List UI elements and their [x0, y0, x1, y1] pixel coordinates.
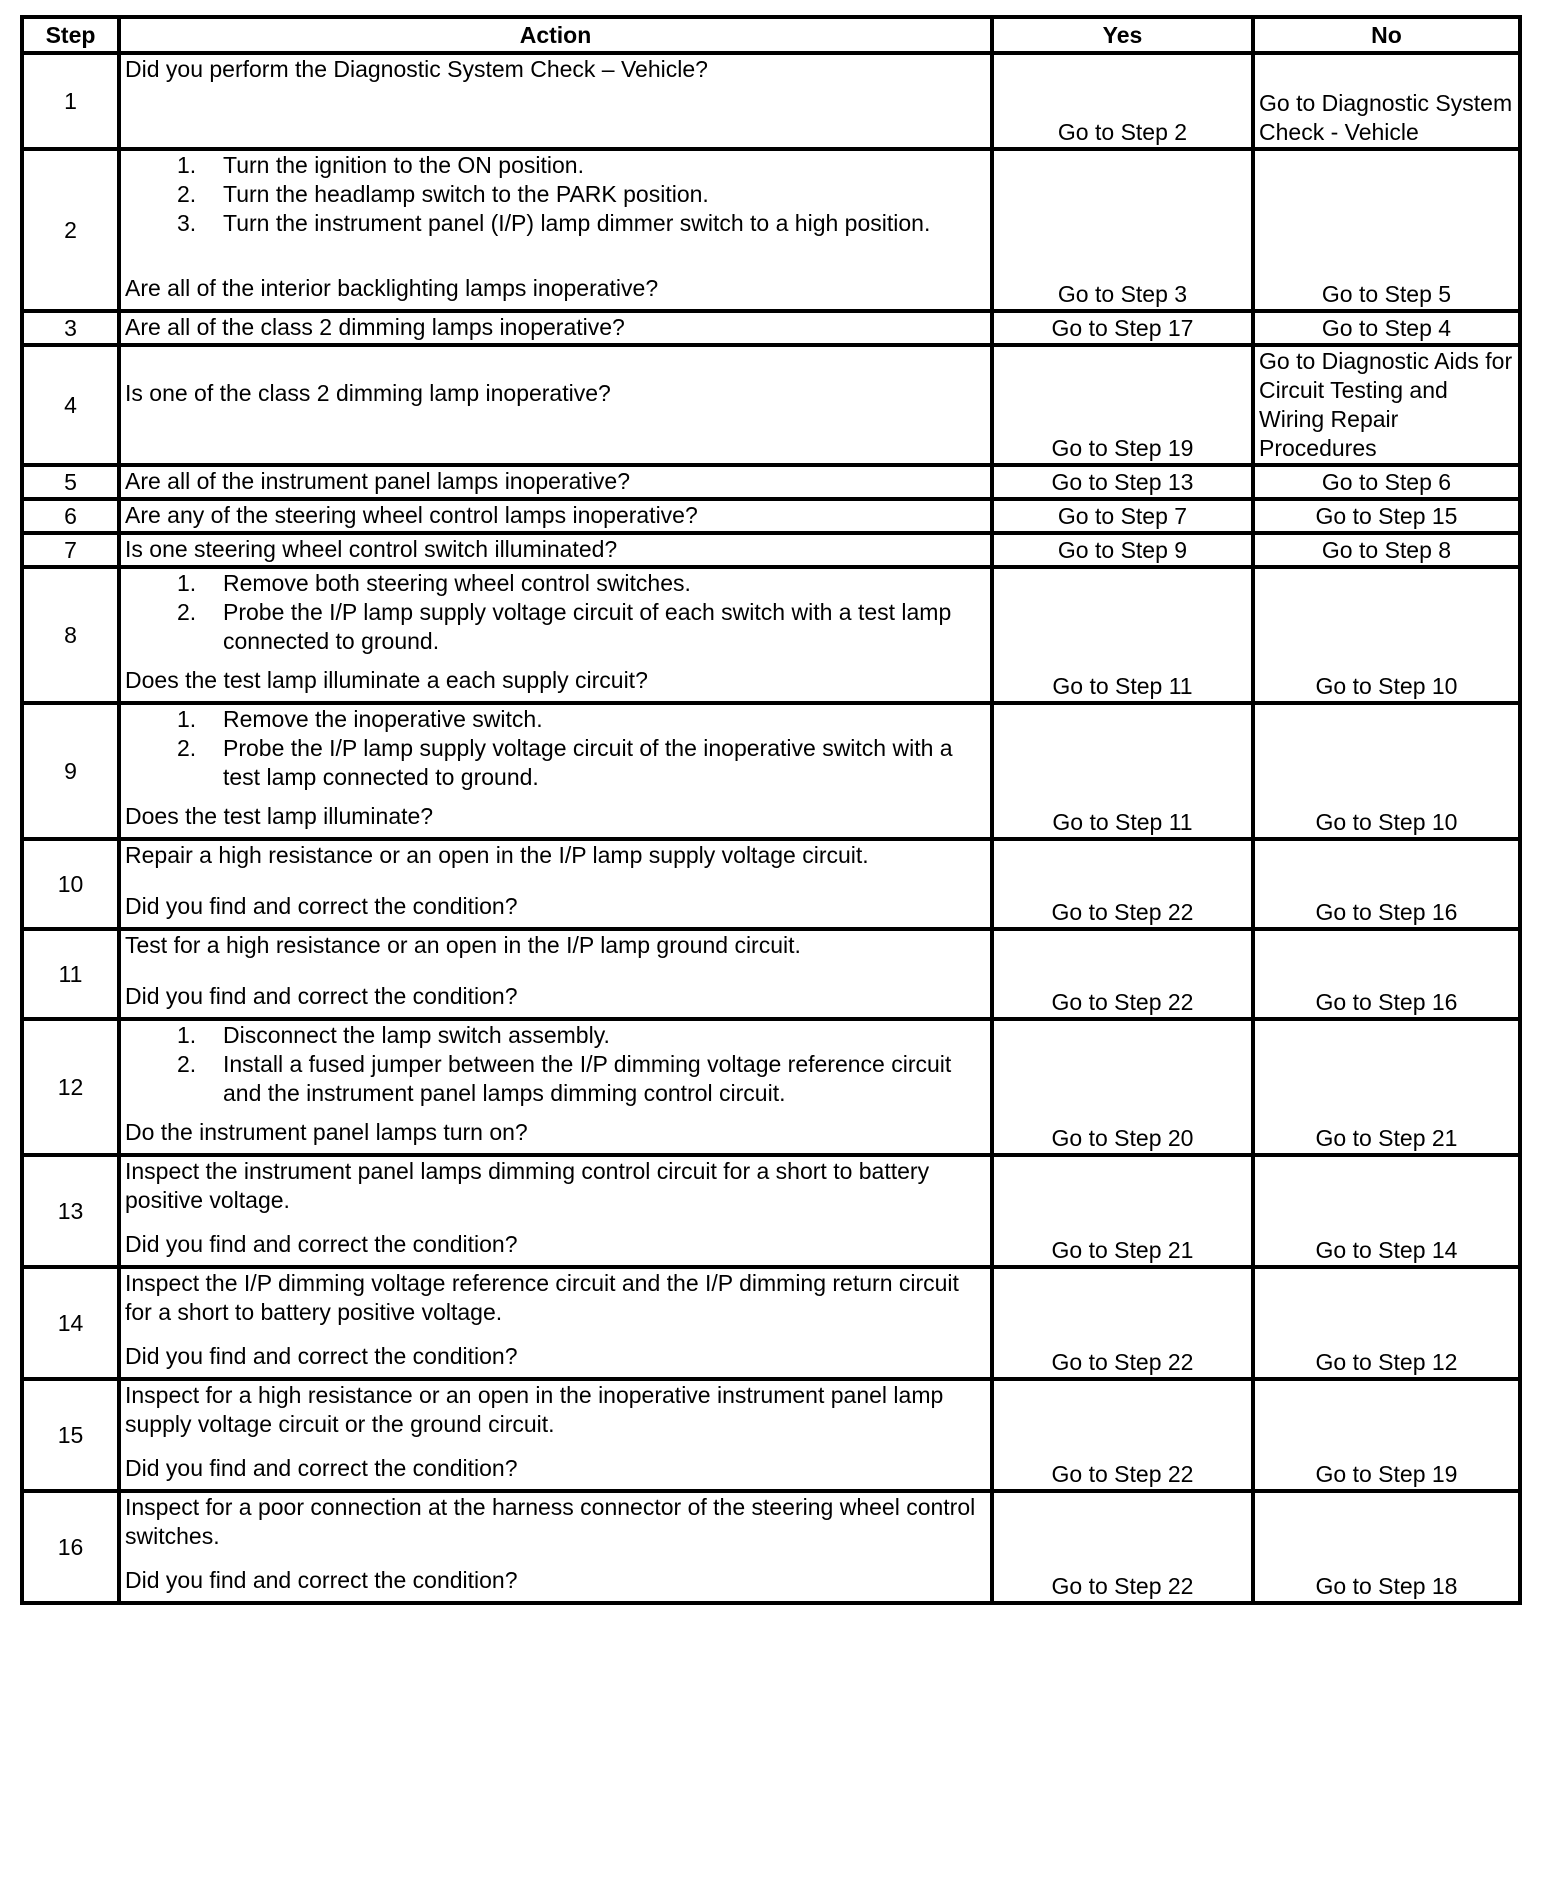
list-item-text: Remove the inoperative switch. — [223, 706, 543, 732]
no-text: Go to Step 10 — [1315, 809, 1458, 835]
no-cell — [1253, 703, 1520, 839]
no-text: Go to Diagnostic System Check - Vehicle — [1259, 90, 1513, 145]
action-question: Do the instrument panel lamps turn on? — [125, 1119, 528, 1145]
list-item-text: Remove both steering wheel control switches. — [223, 570, 691, 596]
action-question: Did you find and correct the condition? — [125, 1455, 518, 1481]
no-text: Go to Step 16 — [1315, 989, 1458, 1015]
header-yes: Yes — [992, 17, 1253, 53]
no-cell — [1253, 533, 1520, 567]
no-cell — [1253, 149, 1520, 311]
action-question: Did you find and correct the condition? — [125, 893, 518, 919]
no-text: Go to Step 5 — [1321, 281, 1452, 307]
no-cell — [1253, 499, 1520, 533]
table-row — [22, 149, 1520, 311]
step-number: 16 — [22, 1491, 119, 1603]
list-item: 1. Remove both steering wheel control switches. — [125, 569, 986, 598]
action-steps-list — [125, 1021, 986, 1108]
step-number: 10 — [22, 839, 119, 929]
no-cell — [1253, 311, 1520, 345]
action-cell — [119, 465, 992, 499]
no-text: Go to Step 18 — [1315, 1573, 1458, 1599]
yes-cell: Go to Step 22 — [992, 1379, 1253, 1491]
yes-cell: Go to Step 13 — [992, 465, 1253, 499]
step-number: 13 — [22, 1155, 119, 1267]
action-cell — [119, 533, 992, 567]
table-row — [22, 1155, 1520, 1267]
no-text: Go to Step 15 — [1315, 503, 1458, 529]
no-text: Go to Diagnostic Aids for Circuit Testing and Wiring Repair Procedures — [1259, 348, 1513, 461]
header-row — [22, 17, 1520, 53]
yes-cell: Go to Step 21 — [992, 1155, 1253, 1267]
list-item: 1. Turn the ignition to the ON position. — [125, 151, 986, 180]
table-row — [22, 567, 1520, 703]
step-number: 3 — [22, 311, 119, 345]
no-text: Go to Step 14 — [1315, 1237, 1458, 1263]
action-cell — [119, 703, 992, 839]
list-item: 3. Turn the instrument panel (I/P) lamp dimmer switch to a high position. — [125, 209, 986, 238]
list-item-text: Probe the I/P lamp supply voltage circuit of each switch with a test lamp connected to ground. — [223, 599, 952, 654]
yes-cell: Go to Step 9 — [992, 533, 1253, 567]
no-cell — [1253, 1019, 1520, 1155]
no-cell — [1253, 839, 1520, 929]
action-question: Did you find and correct the condition? — [125, 1231, 518, 1257]
table-row — [22, 345, 1520, 465]
action-question: Did you find and correct the condition? — [125, 1567, 518, 1593]
yes-cell: Go to Step 3 — [992, 149, 1253, 311]
no-cell — [1253, 53, 1520, 149]
step-number: 4 — [22, 345, 119, 465]
no-text: Go to Step 12 — [1315, 1349, 1458, 1375]
header-action: Action — [119, 17, 992, 53]
yes-cell: Go to Step 22 — [992, 1267, 1253, 1379]
diagnostic-table — [20, 15, 1522, 1605]
header-step: Step — [22, 17, 119, 53]
step-number: 7 — [22, 533, 119, 567]
table-row — [22, 1019, 1520, 1155]
no-text: Go to Step 19 — [1315, 1461, 1458, 1487]
action-cell — [119, 839, 992, 929]
action-steps-list — [125, 151, 986, 238]
table-body — [22, 53, 1520, 1603]
yes-cell: Go to Step 22 — [992, 839, 1253, 929]
table-row — [22, 1491, 1520, 1603]
no-cell — [1253, 1155, 1520, 1267]
action-text: Is one of the class 2 dimming lamp inoperative? — [125, 379, 611, 406]
list-item: 2. Install a fused jumper between the I/P dimming voltage reference circuit and the instrument panel lamps dimming control circuit. — [125, 1050, 986, 1108]
list-item-text: Turn the headlamp switch to the PARK position. — [223, 181, 709, 207]
table-row — [22, 499, 1520, 533]
action-steps-list — [125, 705, 986, 792]
no-cell — [1253, 567, 1520, 703]
yes-cell: Go to Step 11 — [992, 567, 1253, 703]
list-item-text: Install a fused jumper between the I/P dimming voltage reference circuit and the instrument panel lamps dimming control circuit. — [223, 1051, 952, 1106]
action-cell — [119, 1379, 992, 1491]
no-text: Go to Step 10 — [1315, 673, 1458, 699]
action-question: Does the test lamp illuminate? — [125, 803, 434, 829]
step-number: 1 — [22, 53, 119, 149]
action-text: Are any of the steering wheel control lamps inoperative? — [125, 502, 698, 528]
table-row — [22, 53, 1520, 149]
list-item-text: Turn the instrument panel (I/P) lamp dimmer switch to a high position. — [223, 210, 931, 236]
action-cell — [119, 149, 992, 311]
header-no: No — [1253, 17, 1520, 53]
action-text: Repair a high resistance or an open in the I/P lamp supply voltage circuit. — [125, 842, 869, 868]
action-cell — [119, 311, 992, 345]
yes-cell: Go to Step 22 — [992, 1491, 1253, 1603]
no-text: Go to Step 8 — [1321, 537, 1452, 563]
no-cell — [1253, 1379, 1520, 1491]
action-text: Test for a high resistance or an open in the I/P lamp ground circuit. — [125, 932, 801, 958]
no-cell — [1253, 345, 1520, 465]
list-item-text: Disconnect the lamp switch assembly. — [223, 1022, 610, 1048]
yes-cell: Go to Step 17 — [992, 311, 1253, 345]
step-number: 12 — [22, 1019, 119, 1155]
list-item: 2. Turn the headlamp switch to the PARK position. — [125, 180, 986, 209]
list-item: 1. Disconnect the lamp switch assembly. — [125, 1021, 986, 1050]
table-row — [22, 533, 1520, 567]
yes-cell: Go to Step 11 — [992, 703, 1253, 839]
list-item-text: Turn the ignition to the ON position. — [223, 152, 584, 178]
action-cell — [119, 1155, 992, 1267]
action-question: Does the test lamp illuminate a each supply circuit? — [125, 667, 648, 693]
action-text: Inspect the I/P dimming voltage reference circuit and the I/P dimming return circuit for a short to battery positive voltage. — [125, 1270, 959, 1325]
step-number: 6 — [22, 499, 119, 533]
list-item: 1. Remove the inoperative switch. — [125, 705, 986, 734]
no-cell — [1253, 929, 1520, 1019]
action-cell — [119, 1019, 992, 1155]
action-text: Are all of the class 2 dimming lamps inoperative? — [125, 314, 625, 340]
action-cell — [119, 1267, 992, 1379]
yes-cell: Go to Step 2 — [992, 53, 1253, 149]
action-text: Is one steering wheel control switch illuminated? — [125, 536, 618, 562]
action-cell — [119, 53, 992, 149]
action-text: Inspect the instrument panel lamps dimming control circuit for a short to battery positive voltage. — [125, 1158, 930, 1213]
action-steps-list — [125, 569, 986, 656]
no-text: Go to Step 6 — [1321, 469, 1452, 495]
table-row — [22, 703, 1520, 839]
action-cell — [119, 1491, 992, 1603]
action-question: Did you find and correct the condition? — [125, 1343, 518, 1369]
table-row — [22, 311, 1520, 345]
table-row — [22, 839, 1520, 929]
action-cell — [119, 345, 992, 465]
table-row — [22, 1267, 1520, 1379]
action-cell — [119, 567, 992, 703]
table-row — [22, 465, 1520, 499]
no-cell — [1253, 1491, 1520, 1603]
action-question: Did you find and correct the condition? — [125, 983, 518, 1009]
yes-cell: Go to Step 7 — [992, 499, 1253, 533]
yes-cell: Go to Step 19 — [992, 345, 1253, 465]
action-cell — [119, 929, 992, 1019]
step-number: 14 — [22, 1267, 119, 1379]
table-row — [22, 929, 1520, 1019]
no-text: Go to Step 4 — [1321, 315, 1452, 341]
no-cell — [1253, 465, 1520, 499]
list-item: 2. Probe the I/P lamp supply voltage circuit of the inoperative switch with a test lamp connected to ground. — [125, 734, 986, 792]
action-text: Are all of the instrument panel lamps inoperative? — [125, 468, 631, 494]
no-cell — [1253, 1267, 1520, 1379]
step-number: 2 — [22, 149, 119, 311]
no-text: Go to Step 16 — [1315, 899, 1458, 925]
step-number: 15 — [22, 1379, 119, 1491]
action-question: Are all of the interior backlighting lamps inoperative? — [125, 275, 659, 301]
action-cell — [119, 499, 992, 533]
list-item: 2. Probe the I/P lamp supply voltage circuit of each switch with a test lamp connected to ground. — [125, 598, 986, 656]
action-text: Did you perform the Diagnostic System Check – Vehicle? — [125, 56, 708, 82]
yes-cell: Go to Step 22 — [992, 929, 1253, 1019]
step-number: 8 — [22, 567, 119, 703]
step-number: 9 — [22, 703, 119, 839]
yes-cell: Go to Step 20 — [992, 1019, 1253, 1155]
no-text: Go to Step 21 — [1315, 1125, 1458, 1151]
action-text: Inspect for a high resistance or an open in the inoperative instrument panel lamp supply voltage circuit or the ground circuit. — [125, 1382, 944, 1437]
table-row — [22, 1379, 1520, 1491]
list-item-text: Probe the I/P lamp supply voltage circuit of the inoperative switch with a test lamp connected to ground. — [223, 735, 953, 790]
step-number: 11 — [22, 929, 119, 1019]
step-number: 5 — [22, 465, 119, 499]
action-text: Inspect for a poor connection at the harness connector of the steering wheel control switches. — [125, 1494, 976, 1549]
